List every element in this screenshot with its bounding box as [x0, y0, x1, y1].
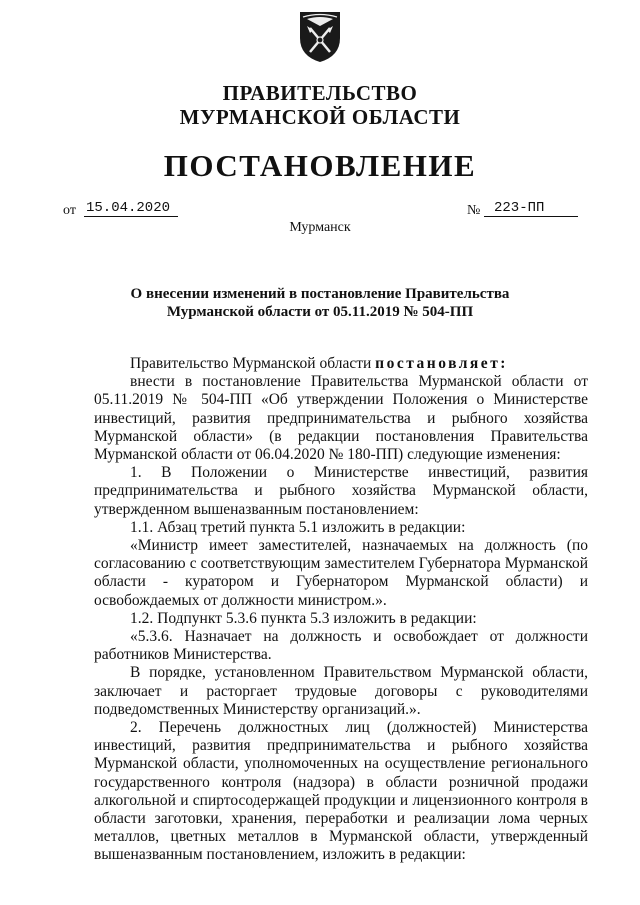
paragraph: «Министр имеет заместителей, назначаемых на должность (по согласованию с соответствующим заместителем Губернатора Мурманской области - куратором и Губернатором Мурманской области) и освобождаемых от должности министром.». — [94, 537, 588, 609]
organization-title-line2: МУРМАНСКОЙ ОБЛАСТИ — [179, 105, 461, 129]
city: Мурманск — [289, 220, 351, 235]
document-body — [94, 355, 588, 865]
document-subject — [110, 285, 530, 321]
date-label: от — [63, 203, 76, 218]
paragraph: 2. Перечень должностных лиц (должностей) Министерства инвестиций, развития предпринимательства и рыбного хозяйства Мурманской области, уполномоченных на осуществление регионального государственного контроля (надзора) в области розничной продажи алкогольной и спиртосодержащей продукции и лицензионного контроля в области заготовки, хранения, переработки и реализации лома черных металлов, цветных металлов в Мурманской области, утвержденный вышеназванным постановлением, изложить в редакции: — [94, 719, 588, 864]
paragraph-intro — [94, 355, 588, 373]
subject-line1: О внесении изменений в постановление Правительства — [130, 286, 510, 302]
paragraph: 1.1. Абзац третий пункта 5.1 изложить в редакции: — [130, 518, 466, 536]
document-date: 15.04.2020 — [84, 200, 178, 217]
paragraph: В порядке, установленном Правительством Мурманской области, заключает и расторгает трудовые договоры с руководителями подведомственных Министерству организаций.». — [94, 664, 588, 718]
organization-title-line1: ПРАВИТЕЛЬСТВО — [222, 81, 418, 105]
subject-line2: Мурманской области от 05.11.2019 № 504-ПП — [166, 304, 474, 320]
document-number: 223-ПП — [484, 200, 578, 217]
number-label: № — [467, 203, 481, 218]
paragraph: внести в постановление Правительства Мурманской области от 05.11.2019 № 504-ПП «Об утверждении Положения о Министерстве инвестиций, развития предпринимательства и рыбного хозяйства Мурманской области» (в редакции постановления Правительства Мурманской области от 06.04.2020 № 180-ПП) следующие изменения: — [94, 373, 588, 464]
paragraph: 1.2. Подпункт 5.3.6 пункта 5.3 изложить в редакции: — [130, 609, 477, 627]
document-type-title: ПОСТАНОВЛЕНИЕ — [163, 148, 477, 183]
coat-of-arms-icon — [297, 8, 343, 63]
paragraph: 1. В Положении о Министерстве инвестиций, развития предпринимательства и рыбного хозяйства Мурманской области, утвержденном вышеназванным постановлением: — [94, 464, 588, 518]
paragraph: «5.3.6. Назначает на должность и освобождает от должности работников Министерства. — [94, 628, 588, 664]
intro-lead: Правительство Мурманской области — [130, 355, 376, 372]
intro-verb: постановляет: — [375, 355, 508, 372]
